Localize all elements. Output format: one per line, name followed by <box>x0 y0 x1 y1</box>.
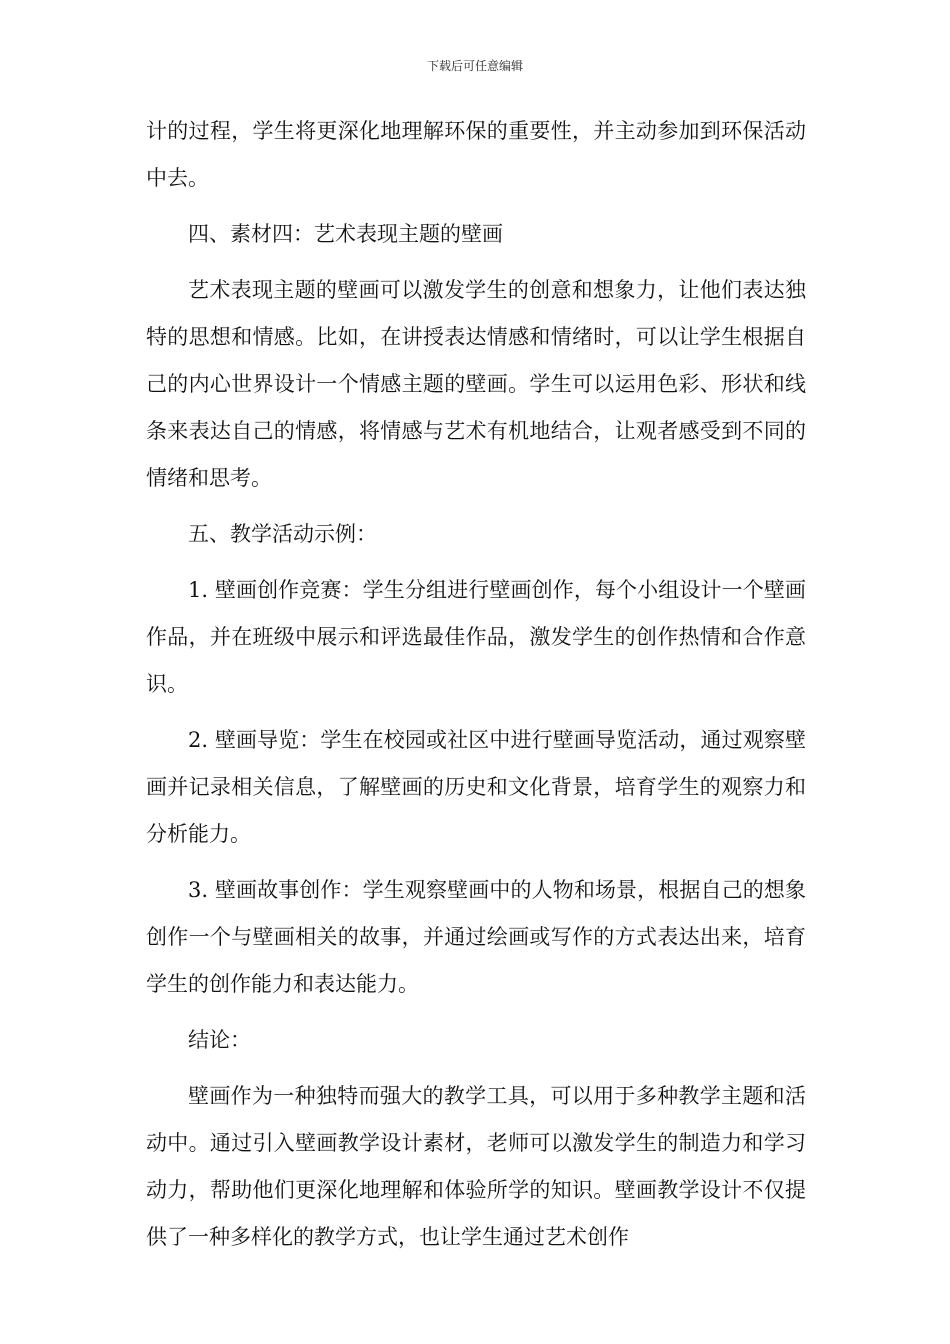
section-heading-activity-examples: 五、教学活动示例： <box>188 522 377 546</box>
section-heading-material-four: 四、素材四：艺术表现主题的壁画 <box>188 222 503 246</box>
list-item-mural-competition: 1. 壁画创作竞赛：学生分组进行壁画创作，每个小组设计一个壁画作品，并在班级中展示和评选最佳作品，激发学生的创作热情和合作意识。 <box>146 578 806 696</box>
list-item-mural-story: 3. 壁画故事创作：学生观察壁画中的人物和场景，根据自己的想象创作一个与壁画相关的故事，并通过绘画或写作的方式表达出来，培育学生的创作能力和表达能力。 <box>146 878 806 996</box>
list-item-mural-tour: 2. 壁画导览：学生在校园或社区中进行壁画导览活动，通过观察壁画并记录相关信息，了解壁画的历史和文化背景，培育学生的观察力和分析能力。 <box>146 728 806 846</box>
paragraph-art-murals: 艺术表现主题的壁画可以激发学生的创意和想象力，让他们表达独特的思想和情感。比如，在讲授表达情感和情绪时，可以让学生根据自己的内心世界设计一个情感主题的壁画。学生可以运用色彩、形状和线条来表达自己的情感，将情感与艺术有机地结合，让观者感受到不同的情绪和思考。 <box>146 278 806 490</box>
document-body <box>146 108 806 1270</box>
paragraph-conclusion: 壁画作为一种独特而强大的教学工具，可以用于多种教学主题和活动中。通过引入壁画教学设计素材，老师可以激发学生的制造力和学习动力，帮助他们更深化地理解和体验所学的知识。壁画教学设计不仅提供了一种多样化的教学方式，也让学生通过艺术创作 <box>146 1084 806 1249</box>
paragraph-continuation: 计的过程，学生将更深化地理解环保的重要性，并主动参加到环保活动中去。 <box>146 119 806 190</box>
section-heading-conclusion: 结论： <box>188 1028 251 1052</box>
page-header: 下载后可任意编辑 <box>426 59 523 73</box>
